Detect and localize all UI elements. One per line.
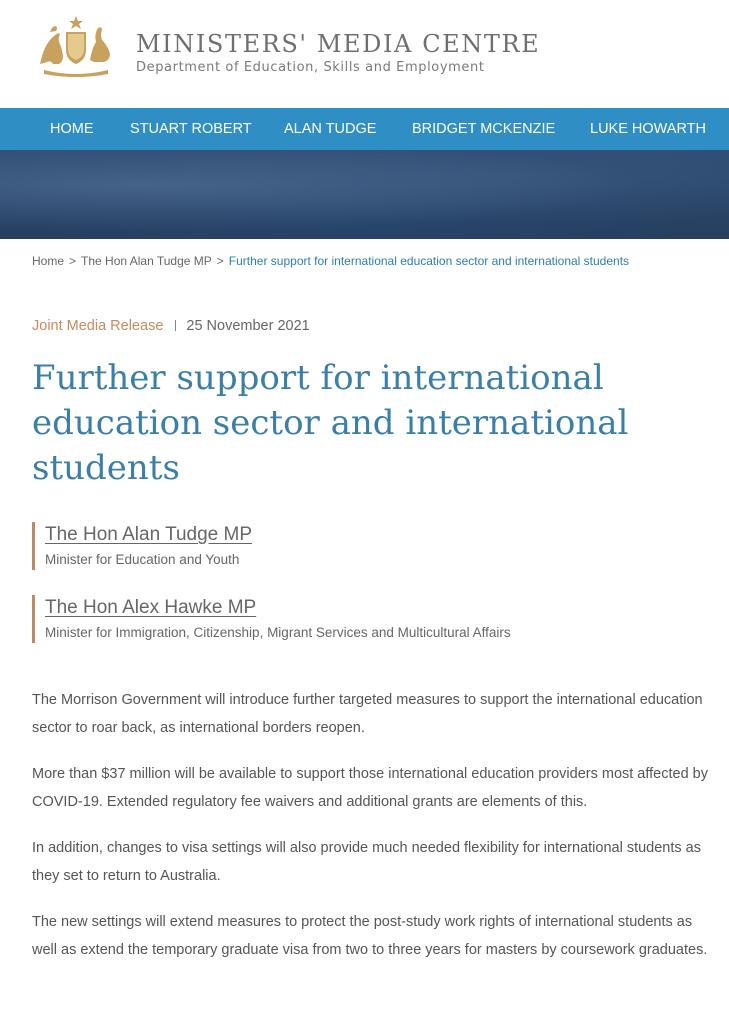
article-paragraph: In addition, changes to visa settings will also provide much needed flexibility for international students as they set to return to Australia.	[32, 840, 701, 884]
meta-divider	[175, 320, 176, 331]
nav-item-bridget-mckenzie[interactable]: BRIDGET MCKENZIE	[412, 121, 556, 137]
breadcrumb	[32, 254, 629, 268]
minister-name-link[interactable]: The Hon Alan Tudge MP	[45, 524, 253, 545]
breadcrumb-separator: >	[216, 254, 224, 268]
breadcrumb-home[interactable]: Home	[32, 254, 65, 268]
hero-banner	[0, 150, 729, 239]
minister-role: Minister for Immigration, Citizenship, Migrant Services and Multicultural Affairs	[45, 625, 511, 640]
site-header	[0, 0, 729, 108]
nav-item-home[interactable]: HOME	[50, 121, 94, 137]
site-title[interactable]: MINISTERS' MEDIA CENTRE	[136, 30, 541, 58]
release-meta	[32, 318, 310, 334]
nav-item-alan-tudge[interactable]: ALAN TUDGE	[284, 121, 377, 137]
breadcrumb-current[interactable]: Further support for international education sector and international students	[228, 254, 630, 268]
nav-item-luke-howarth[interactable]: LUKE HOWARTH	[590, 121, 707, 137]
breadcrumb-separator: >	[69, 254, 77, 268]
release-date: 25 November 2021	[186, 318, 310, 334]
page-title: Further support for international education sector and international students	[32, 358, 629, 488]
release-type: Joint Media Release	[32, 318, 164, 334]
breadcrumb-parent[interactable]: The Hon Alan Tudge MP	[81, 254, 212, 268]
coat-of-arms-logo[interactable]	[30, 14, 122, 80]
site-subtitle: Department of Education, Skills and Employment	[136, 60, 485, 75]
minister-name-link[interactable]: The Hon Alex Hawke MP	[45, 597, 257, 618]
nav-item-stuart-robert[interactable]: STUART ROBERT	[130, 121, 252, 137]
article-body	[32, 686, 712, 982]
minister-block	[32, 522, 685, 570]
article-paragraph: The Morrison Government will introduce further targeted measures to support the international education sector to roar back, as international borders reopen.	[32, 692, 703, 736]
article-paragraph: More than $37 million will be available to support those international education providers most affected by COVID-19. Extended regulatory fee waivers and additional grants are elements of this.	[32, 766, 708, 810]
minister-role: Minister for Education and Youth	[45, 552, 240, 567]
main-nav	[0, 108, 729, 150]
minister-block	[32, 595, 685, 643]
article-paragraph: The new settings will extend measures to protect the post-study work rights of international students as well as extend the temporary graduate visa from two to three years for masters by coursework graduates.	[32, 914, 708, 958]
